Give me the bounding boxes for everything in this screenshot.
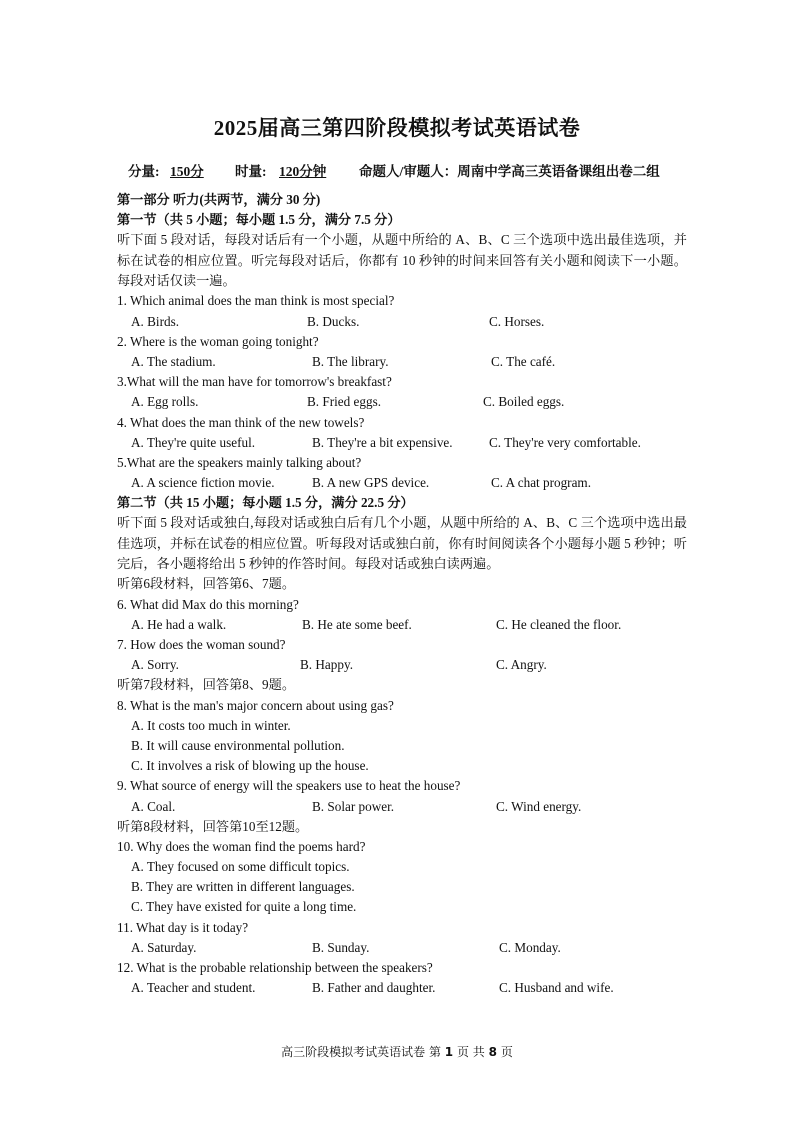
question-6: 6. What did Max do this morning? (117, 596, 299, 612)
question-12-options (117, 978, 687, 998)
question-6-options (117, 615, 687, 635)
question-9-options (117, 797, 687, 817)
option-b: B. Solar power. (312, 798, 395, 814)
question-7-options (117, 655, 687, 675)
question-2-options (117, 352, 687, 372)
option-c: C. He cleaned the floor. (496, 616, 622, 632)
question-3-options (117, 392, 687, 412)
footer-page-number: 1 (444, 1045, 454, 1059)
question-9: 9. What source of energy will the speakers use to heat the house? (117, 778, 461, 794)
option-a: A. They focused on some difficult topics. (131, 859, 350, 875)
option-c: C. They have existed for quite a long time. (131, 899, 357, 915)
option-a: A. Teacher and student. (131, 980, 256, 996)
question-7: 7. How does the woman sound? (117, 637, 286, 652)
question-4: 4. What does the man think of the new towels? (117, 414, 365, 430)
option-a: A. It costs too much in winter. (131, 717, 291, 733)
option-c: C. They're very comfortable. (489, 434, 641, 450)
option-a: A. He had a walk. (131, 616, 227, 632)
option-a: A. Egg rolls. (131, 394, 199, 410)
question-8: 8. What is the man's major concern about using gas? (117, 697, 394, 713)
question-11-options (117, 938, 687, 958)
option-c: C. Monday. (499, 939, 561, 955)
question-1-options (117, 312, 687, 332)
authors: 命题人/审题人：周南中学高三英语备课组出卷二组 (359, 164, 660, 179)
section1-heading: 第一节（共 5 小题；每小题 1.5 分，满分 7.5 分） (117, 212, 401, 228)
option-b: B. They are written in different languages. (131, 879, 355, 895)
option-c: C. It involves a risk of blowing up the house. (131, 758, 369, 774)
question-4-options (117, 433, 687, 453)
score-value: 150分 (170, 164, 204, 179)
option-a: A. A science fiction movie. (131, 475, 275, 491)
option-b: B. Fried eggs. (307, 394, 381, 410)
question-1: 1. Which animal does the man think is most special? (117, 293, 395, 309)
option-b: B. The library. (312, 353, 389, 369)
footer-total-pages: 8 (488, 1045, 497, 1059)
part1-heading: 第一部分 听力(共两节，满分 30 分) (117, 192, 321, 207)
option-c: C. A chat program. (491, 475, 591, 491)
material-8-note: 听第8段材料，回答第10至12题。 (117, 818, 309, 834)
question-11: 11. What day is it today? (117, 919, 249, 935)
option-b: B. They're a bit expensive. (312, 434, 453, 450)
question-5-options (117, 473, 687, 493)
option-a: A. Saturday. (131, 939, 197, 955)
footer-mid: 页 共 (456, 1045, 485, 1059)
option-c: C. Angry. (496, 657, 547, 673)
option-c: C. Wind energy. (496, 798, 582, 814)
option-a: A. Sorry. (131, 657, 179, 673)
section2-instructions: 听下面 5 段对话或独白,每段对话或独白后有几个小题，从题中所给的 A、B、C 三个选项中选出最佳选项，并标在试卷的相应位置。听每段对话或独白前，你有时间阅读各个小题每小题 5 秒钟；听完后，各小题将给出 5 秒钟的作答时间。每段对话或独白读两遍。 (117, 515, 687, 572)
option-b: B. He ate some beef. (302, 616, 412, 632)
material-6-note: 听第6段材料，回答第6、7题。 (117, 576, 296, 592)
option-c: C. Boiled eggs. (483, 394, 565, 410)
question-2: 2. Where is the woman going tonight? (117, 333, 319, 349)
option-b: B. Happy. (300, 657, 353, 673)
option-a: A. Birds. (131, 313, 179, 329)
question-12: 12. What is the probable relationship between the speakers? (117, 960, 433, 975)
page-footer (0, 1043, 794, 1060)
option-a: A. Coal. (131, 798, 176, 814)
exam-content (117, 190, 687, 998)
score-label: 分量: (128, 164, 160, 179)
option-b: B. Father and daughter. (312, 980, 436, 996)
time-label: 时量: (235, 164, 267, 179)
option-a: A. The stadium. (131, 353, 216, 369)
footer-end: 页 (500, 1045, 513, 1059)
option-c: C. Husband and wife. (499, 980, 614, 996)
exam-title: 2025届高三第四阶段模拟考试英语试卷 (213, 116, 581, 140)
option-b: B. A new GPS device. (312, 475, 430, 491)
option-c: C. Horses. (489, 313, 545, 329)
option-a: A. They're quite useful. (131, 434, 256, 450)
question-10: 10. Why does the woman find the poems hard? (117, 838, 366, 854)
option-c: C. The café. (491, 353, 556, 369)
question-5: 5.What are the speakers mainly talking about? (117, 454, 362, 470)
section2-heading: 第二节（共 15 小题；每小题 1.5 分，满分 22.5 分） (117, 495, 414, 511)
option-b: B. Ducks. (307, 313, 360, 329)
option-b: B. It will cause environmental pollution. (131, 737, 345, 753)
option-b: B. Sunday. (312, 939, 370, 955)
time-value: 120分钟 (279, 164, 327, 179)
section1-instructions: 听下面 5 段对话，每段对话后有一个小题，从题中所给的 A、B、C 三个选项中选出最佳选项，并标在试卷的相应位置。听完每段对话后，你都有 10 秒钟的时间来回答有关小题和阅读下一小题。每段对话仅读一遍。 (117, 232, 687, 288)
question-3: 3.What will the man have for tomorrow's breakfast? (117, 374, 392, 390)
material-7-note: 听第7段材料，回答第8、9题。 (117, 677, 296, 693)
footer-text: 高三阶段模拟考试英语试卷 第 (281, 1045, 441, 1059)
